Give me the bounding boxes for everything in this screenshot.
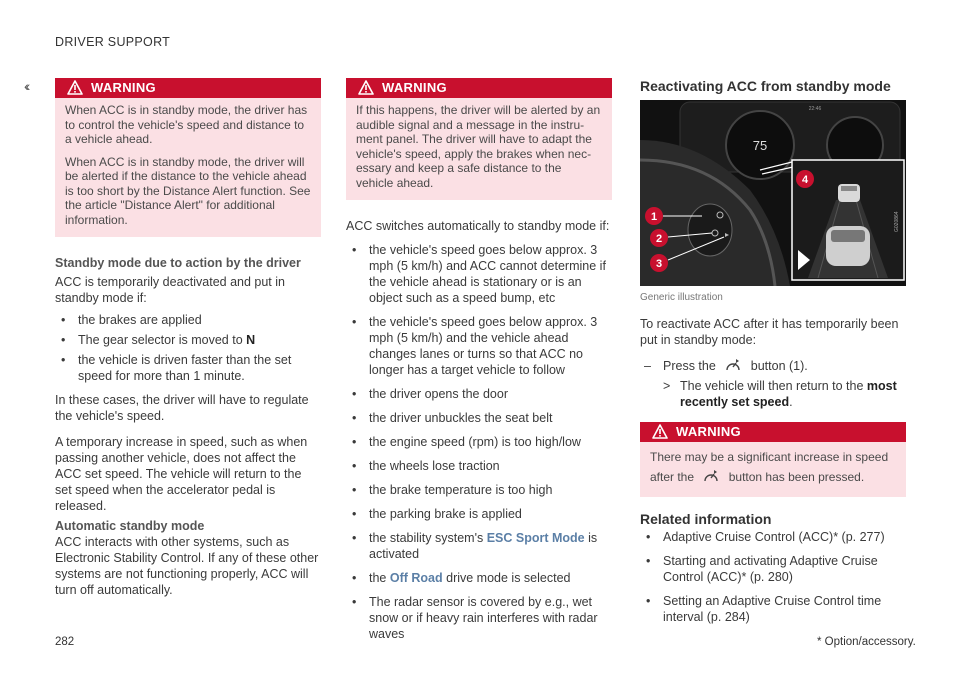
warning-line: There may be a significant increase in speed [650, 450, 889, 464]
warning-box-speed-increase [640, 422, 906, 497]
list-item: • the driver opens the door [346, 386, 612, 402]
reactivating-heading: Reactivating ACC from standby mode [640, 78, 891, 94]
list-item: • the brakes are applied [55, 312, 321, 328]
warning-triangle-icon [358, 80, 374, 95]
reactivate-steps [640, 358, 906, 410]
column-left [55, 78, 321, 608]
warning-header [55, 78, 321, 98]
warning-line: after the button has been pressed. [650, 470, 865, 484]
related-info-list [640, 529, 906, 625]
related-link[interactable]: • Starting and activating Adaptive Cruise Control (ACC)* (p. 280) [640, 553, 906, 585]
warning-header [346, 78, 612, 98]
list-item: • the vehicle is driven faster than the set speed for more than 1 minute. [55, 352, 321, 384]
cruise-resume-icon [723, 358, 743, 374]
list-item: • the Off Road drive mode is selected [346, 570, 612, 586]
warning-title: WARNING [91, 80, 156, 95]
automatic-standby-heading: Automatic standby mode [55, 519, 205, 533]
standby-intro: ACC is temporarily deactivated and put in standby mode if: [55, 275, 285, 305]
list-item: • the engine speed (rpm) is too high/low [346, 434, 612, 450]
esc-sport-mode-term: ESC Sport Mode [486, 531, 585, 545]
running-header: DRIVER SUPPORT [55, 35, 171, 49]
list-item: • the brake temperature is too high [346, 482, 612, 498]
warning-triangle-icon [67, 80, 83, 95]
clock-readout: 22:46 [808, 106, 822, 112]
warning-body [640, 442, 906, 497]
step-press-button: – Press the button (1). [644, 359, 808, 373]
dashboard-figure-svg [640, 100, 906, 286]
callout-1: 1 [650, 211, 658, 223]
cruise-resume-icon [701, 469, 721, 485]
standby-driver-heading: Standby mode due to action by the driver [55, 256, 301, 270]
off-road-term: Off Road [389, 571, 443, 585]
list-item: • the parking brake is applied [346, 506, 612, 522]
most-recently-set-speed: most recently set speed [680, 379, 897, 409]
auto-standby-list [346, 242, 612, 642]
regulate-paragraph: In these cases, the driver will have to regulate the vehicle's speed. [55, 393, 309, 423]
warning-title: WARNING [676, 424, 741, 439]
figure-code: G020864 [894, 211, 900, 232]
reactivate-intro: To reactivate ACC after it has temporarily been put in standby mode: [640, 317, 899, 347]
related-link[interactable]: • Setting an Adaptive Cruise Control time interval (p. 284) [640, 593, 906, 625]
warning-body [346, 98, 612, 200]
list-item: • The gear selector is moved to N [55, 332, 321, 348]
related-link[interactable]: • Adaptive Cruise Control (ACC)* (p. 277) [640, 529, 906, 545]
related-info-heading: Related information [640, 511, 772, 527]
list-item: • The radar sensor is covered by e.g., wet snow or if heavy rain interferes with radar waves [346, 594, 612, 642]
column-right [640, 78, 906, 633]
switch-intro: ACC switches automatically to standby mode if: [346, 219, 610, 233]
list-item: • the driver unbuckles the seat belt [346, 410, 612, 426]
speed-readout: 75 [752, 138, 768, 153]
option-footnote: * Option/accessory. [817, 636, 916, 648]
step-result: > The vehicle will then return to the most recently set speed. [663, 379, 897, 409]
list-item: • the vehicle's speed goes below approx. 3 mph (5 km/h) and the vehicle ahead changes lanes or turns so that ACC no longer has a target vehicle to follow [346, 314, 612, 378]
callout-2: 2 [655, 233, 663, 245]
warning-paragraph: When ACC is in standby mode, the driver has to control the vehicle's speed and distance to a vehicle ahead. [65, 103, 308, 146]
warning-paragraph: When ACC is in standby mode, the driver will be alerted if the distance to the vehicle ahead is too short by the Distance Alert function. See the article "Distance Alert" for additional information. [65, 154, 311, 227]
warning-box-alert [346, 78, 612, 200]
dashboard-illustration [640, 100, 906, 286]
list-item: • the vehicle's speed goes below approx. 3 mph (5 km/h) and ACC cannot determine if the vehicle ahead is stationary or is an object such as a speed bump, etc [346, 242, 612, 306]
warning-box-standby [55, 78, 321, 237]
warning-paragraph: If this happens, the driver will be alerted by an audible signal and a message in the instru-ment panel. The driver will have to adapt the vehicle's speed, apply the brakes when nec-essary and keep a safe distance to the vehicle ahead. [356, 103, 601, 190]
automatic-standby-paragraph: ACC interacts with other systems, such as Electronic Stability Control. If any of these other systems are not functioning properly, ACC will turn off automatically. [55, 535, 319, 597]
standby-list [55, 312, 321, 384]
figure-caption: Generic illustration [640, 292, 723, 303]
list-item: • the stability system's ESC Sport Mode is activated [346, 530, 612, 562]
list-item: • the wheels lose traction [346, 458, 612, 474]
warning-title: WARNING [382, 80, 447, 95]
back-chevrons-icon[interactable]: ‹‹ [24, 78, 28, 94]
temp-increase-paragraph: A temporary increase in speed, such as when passing another vehicle, does not affect the ACC set speed. The vehicle will return to the set speed when the accelerator pedal is released. [55, 435, 308, 513]
callout-4: 4 [801, 174, 809, 186]
page-number: 282 [55, 636, 75, 648]
warning-header [640, 422, 906, 442]
callout-3: 3 [655, 258, 663, 270]
warning-body [55, 98, 321, 237]
gear-letter: N [246, 333, 256, 347]
warning-triangle-icon [652, 424, 668, 439]
column-middle [346, 78, 612, 650]
